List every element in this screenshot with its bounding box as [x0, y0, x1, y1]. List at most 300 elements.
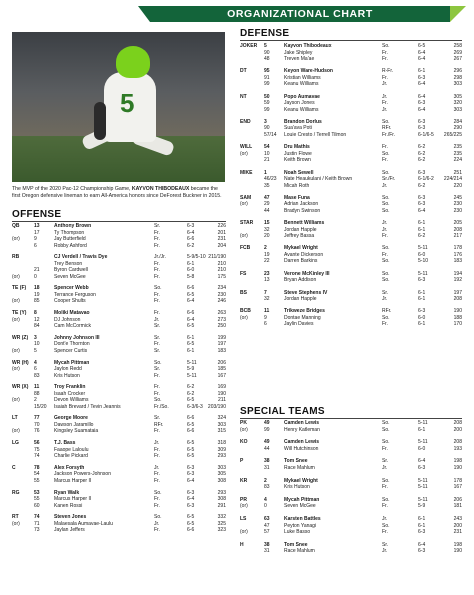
player-weight: 296	[453, 68, 462, 75]
player-weight: 318	[217, 440, 226, 447]
depth-note: (or)	[240, 314, 248, 321]
player-weight: 204	[217, 242, 226, 249]
player-height: 6-4	[418, 81, 426, 88]
player-weight: 303	[453, 106, 462, 113]
player-class: Fr.	[154, 527, 160, 534]
jersey-number: 54	[34, 471, 40, 478]
player-name: Kristian Williams	[284, 74, 321, 81]
player-height: 6-2	[418, 233, 426, 240]
jersey-number: 1	[264, 169, 267, 176]
player-name: Peyton Yanagi	[284, 522, 317, 529]
player-name: Seven McGee	[284, 503, 316, 510]
player-name: Keanu Williams	[284, 106, 319, 113]
photo-jersey-number: 5	[120, 88, 135, 118]
player-name: Bradyn Swinson	[284, 207, 321, 214]
player-class: Fr.	[382, 484, 388, 491]
player-name: Cooper Shults	[54, 298, 86, 305]
jersey-number: 55	[34, 496, 40, 502]
player-height: 5-11	[418, 496, 428, 503]
banner-corner-accent	[450, 6, 466, 22]
player-weight: 211	[218, 397, 226, 404]
player-weight: 183	[453, 258, 462, 265]
player-name: Jayson Jones	[284, 100, 315, 107]
player-weight: 308	[217, 496, 226, 502]
player-weight: 208	[453, 420, 462, 426]
player-weight: 217	[453, 233, 462, 240]
roster-row	[12, 373, 226, 380]
jersey-number: 6	[34, 242, 37, 249]
jersey-number: 23	[264, 270, 270, 277]
special-teams-heading: SPECIAL TEAMS	[240, 406, 462, 419]
player-name: Avante Dickerson	[284, 251, 324, 258]
position-label: H	[240, 541, 244, 548]
player-height: 6-4	[418, 458, 426, 465]
player-weight: 250	[217, 323, 226, 330]
position-label: FS	[240, 270, 247, 277]
player-name: Tom Snee	[284, 541, 308, 548]
jersey-number: 2	[34, 397, 37, 404]
roster-row	[12, 478, 226, 485]
position-label: SAM	[240, 194, 252, 201]
player-height: 6-4	[187, 316, 195, 323]
player-weight: 231	[217, 236, 226, 242]
player-height: 6-3	[418, 201, 426, 208]
position-label: KR	[240, 477, 248, 484]
player-class: So.	[382, 277, 390, 284]
player-name: Devon Williams	[54, 397, 89, 404]
player-height: 6-3	[418, 548, 426, 555]
player-class: So.	[154, 397, 162, 404]
player-weight: 235	[453, 144, 462, 151]
photo-helmet	[116, 46, 150, 78]
roster-row	[12, 348, 226, 355]
player-class: So.	[382, 118, 390, 125]
player-class: Fr.	[382, 321, 388, 328]
player-name: Jaylin Davies	[284, 321, 314, 328]
player-weight: 226	[217, 223, 226, 229]
position-label: BCB	[240, 308, 251, 315]
jersey-number: 50	[264, 93, 270, 100]
player-height: 6-2	[187, 390, 195, 397]
player-name: Kingsley Suamataia	[54, 428, 99, 435]
player-class: Sr.	[382, 541, 389, 548]
jersey-number: 19	[34, 291, 40, 298]
player-name: Isaah Crocker	[54, 390, 86, 397]
player-name: Race Mahlum	[284, 464, 315, 471]
roster-row	[240, 107, 462, 114]
player-name: Moliki Matavao	[54, 310, 90, 317]
position-label: WR (X)	[12, 384, 29, 391]
player-class: Fr.	[382, 74, 388, 81]
player-height: 6-1	[418, 321, 426, 328]
player-name: Mykael Wright	[284, 245, 318, 252]
player-name: Jackson Powers-Johnson	[54, 471, 111, 478]
player-class: Fr.	[154, 229, 160, 236]
player-height: 6-3	[187, 471, 195, 478]
player-height: 6-3	[187, 502, 195, 509]
player-class: R-Fr.	[382, 68, 394, 75]
jersey-number: 95	[264, 68, 270, 75]
player-class: Fr.	[154, 341, 160, 348]
player-name: Camden Lewis	[284, 439, 320, 446]
page-title: ORGANIZATIONAL CHART	[227, 8, 373, 20]
player-height: 6-1	[418, 516, 426, 522]
jersey-number: 57/14	[264, 131, 277, 138]
player-weight: 181	[453, 503, 462, 510]
player-height: 6-5	[187, 440, 195, 447]
player-height: 6-2	[418, 157, 426, 164]
player-class: Fr.	[154, 267, 160, 274]
player-height: 6-4	[418, 541, 426, 548]
player-class: Jr.	[382, 81, 388, 88]
caption-rest: became the first Oregon defensive lineman to earn All-America honors since DeForest Buckner in 2015.	[12, 186, 222, 199]
player-name: Jake Shipley	[284, 49, 313, 56]
player-class: So.	[382, 522, 390, 529]
player-height: 6-6	[187, 310, 195, 317]
player-weight: 208	[453, 226, 462, 233]
position-label: P	[240, 458, 244, 465]
player-height: 6-5	[187, 323, 195, 330]
player-weight: 230	[453, 207, 462, 214]
player-name: Isaiah Brevard / Tevin Jeannis	[54, 403, 121, 410]
photo-arm	[94, 102, 106, 140]
player-height: 6-4	[418, 106, 426, 113]
player-class: Jr.	[154, 316, 160, 323]
player-height: 6-5	[187, 453, 195, 460]
player-name: Cam McCormick	[54, 323, 91, 330]
player-weight: 220	[453, 182, 462, 189]
player-weight: 323	[217, 527, 226, 534]
jersey-number: 99	[264, 81, 270, 88]
depth-note: (or)	[12, 273, 20, 280]
roster-row	[240, 56, 462, 63]
player-class: Jr.	[154, 464, 160, 471]
player-weight: 332	[217, 514, 226, 521]
player-class: Fr.	[382, 49, 388, 56]
position-label: MIKE	[240, 169, 253, 176]
player-name: Dont'e Thornton	[54, 341, 90, 348]
player-name: Bryan Addison	[284, 277, 317, 284]
position-label: C	[12, 464, 16, 471]
player-height: 6-3	[418, 464, 426, 471]
player-name: George Moore	[54, 415, 88, 422]
position-label: LS	[240, 516, 247, 522]
jersey-number: 10	[34, 341, 40, 348]
player-height: 5-11	[418, 270, 428, 277]
player-height: 6-1	[418, 68, 426, 75]
player-height: 5-11	[418, 477, 428, 484]
depth-note: (or)	[12, 298, 20, 305]
player-height: 6-3	[418, 308, 426, 315]
roster-row	[240, 258, 462, 265]
player-height: 6-1	[418, 296, 426, 302]
player-name: Marcus Harper II	[54, 496, 92, 502]
player-height: 6-0	[418, 314, 426, 321]
player-weight: 190	[453, 548, 462, 555]
player-height: 6-3/6-3	[187, 403, 203, 410]
player-class: So.	[154, 489, 162, 496]
player-class: So.	[382, 169, 390, 176]
player-height: 5-11	[418, 420, 428, 426]
player-weight: 246	[217, 298, 226, 305]
player-class: Fr.	[154, 446, 160, 453]
player-name: Mycah Pittman	[284, 496, 320, 503]
player-name: Ty Thompson	[54, 229, 85, 236]
player-height: 6-1	[418, 522, 426, 529]
player-class: RFr.	[382, 308, 392, 315]
player-weight: 206	[453, 496, 462, 503]
jersey-number: 63	[264, 516, 270, 522]
player-class: So.	[382, 270, 390, 277]
player-height: 5-11	[187, 372, 197, 379]
depth-note: (or)	[12, 428, 20, 435]
player-name: Jay Butterfield	[54, 236, 86, 242]
player-class: Jr.	[382, 296, 388, 302]
jersey-number: 6	[264, 321, 267, 328]
caption-lead: The MVP of the 2020 Pac-12 Championship Game,	[12, 186, 132, 192]
player-name: Jaylon Redd	[54, 366, 82, 372]
depth-note: (or)	[240, 150, 248, 157]
jersey-number: 13	[34, 223, 40, 229]
player-name: Nate Heaukulani / Keith Brown	[284, 176, 353, 182]
player-weight: 178	[453, 477, 462, 484]
banner-angle	[138, 6, 150, 22]
roster-row	[240, 484, 462, 491]
player-weight: 200	[453, 522, 462, 529]
roster-row	[12, 323, 226, 330]
player-height: 6-3	[418, 125, 426, 132]
player-class: Fr./Fr.	[382, 131, 396, 138]
player-height: 6-6	[187, 285, 195, 292]
player-height: 6-2	[418, 144, 426, 151]
player-weight: 211/190	[208, 254, 226, 261]
jersey-number: 84	[34, 323, 40, 330]
jersey-number: 48	[264, 56, 270, 62]
player-height: 6-4	[187, 477, 195, 484]
roster-row	[240, 446, 462, 453]
player-class: So.	[382, 43, 390, 49]
jersey-number: 18	[34, 285, 40, 292]
player-class: Fr.	[154, 236, 160, 242]
position-label: RB	[12, 254, 20, 261]
player-weight: 224/214	[443, 176, 462, 182]
roster-row	[240, 183, 462, 190]
photo-field	[12, 136, 225, 182]
jersey-number: 4	[34, 359, 37, 366]
player-height: 6-5	[187, 291, 195, 298]
player-weight: 303	[217, 421, 226, 428]
player-class: Fr.	[382, 251, 388, 258]
player-weight: 231	[453, 529, 462, 535]
player-height: 6-1	[418, 426, 426, 433]
player-weight: 320	[453, 100, 462, 107]
player-class: So.	[382, 245, 390, 252]
position-label: DT	[240, 68, 247, 75]
roster-row	[12, 453, 226, 460]
jersey-number: 11	[264, 308, 270, 315]
jersey-number: 88	[34, 390, 40, 397]
roster-row	[240, 208, 462, 215]
jersey-number: 15	[264, 220, 270, 227]
jersey-number: 99	[264, 106, 270, 113]
player-weight: 303	[453, 81, 462, 88]
jersey-number: 53	[34, 489, 40, 496]
player-weight: 190	[217, 390, 226, 397]
jersey-number: 74	[34, 514, 40, 521]
player-height: 6-4	[187, 298, 195, 305]
player-weight: 183	[217, 347, 226, 354]
player-name: Noah Sewell	[284, 169, 314, 176]
player-name: Ryan Walk	[54, 489, 80, 496]
player-name: Anthony Brown	[54, 223, 92, 229]
player-name: DJ Johnson	[54, 316, 81, 323]
roster-row	[240, 465, 462, 472]
player-class: Fr.	[154, 477, 160, 484]
player-height: 6-2	[418, 182, 426, 189]
player-class: Sr.	[154, 347, 161, 354]
depth-note: (or)	[240, 503, 248, 510]
jersey-number: 8	[34, 310, 37, 317]
player-name: Keanu Williams	[284, 81, 319, 88]
depth-note: (or)	[12, 347, 20, 354]
jersey-number: 83	[34, 372, 40, 379]
player-height: 6-3	[187, 464, 195, 471]
roster-row	[240, 296, 462, 303]
player-height: 6-4	[418, 56, 426, 62]
jersey-number: 76	[34, 428, 40, 435]
player-class: Jr.	[382, 220, 388, 227]
player-height: 6-4	[187, 496, 195, 502]
player-class: Jr./Jr.	[154, 254, 166, 261]
roster-row	[12, 274, 226, 281]
player-class: Sr.	[154, 323, 161, 330]
jersey-number: 91	[264, 74, 270, 81]
position-label: TE (F)	[12, 285, 27, 292]
jersey-number: 5	[264, 43, 267, 49]
roster-row	[240, 427, 462, 434]
player-weight: 210	[217, 260, 226, 267]
player-weight: 230	[217, 291, 226, 298]
player-height: 6-6	[187, 415, 195, 422]
player-weight: 235	[453, 150, 462, 157]
player-name: Luke Basso	[284, 529, 311, 535]
player-class: Jr.	[154, 520, 160, 527]
roster-row	[12, 428, 226, 435]
roster-row	[240, 81, 462, 88]
roster-row	[12, 503, 226, 510]
player-weight: 263	[217, 310, 226, 317]
player-class: Fr.	[154, 390, 160, 397]
player-height: 6-6	[187, 527, 195, 534]
player-weight: 190	[453, 464, 462, 471]
position-label: RG	[12, 489, 20, 496]
player-name: Alex Forsyth	[54, 464, 85, 471]
caption-name: KAYVON THIBODEAUX	[131, 186, 190, 192]
player-height: 6-3	[418, 277, 426, 284]
player-weight: 167	[217, 372, 226, 379]
jersey-number: 6	[34, 366, 37, 372]
player-name: Terrance Ferguson	[54, 291, 96, 298]
player-name: Sua'ava Poti	[284, 125, 312, 132]
player-name: Jordan Happle	[284, 296, 317, 302]
jersey-number: 10	[264, 150, 270, 157]
player-height: 6-3	[418, 169, 426, 176]
jersey-number: 44	[264, 207, 270, 214]
player-name: Darren Barkins	[284, 258, 318, 265]
player-name: Byron Cardwell	[54, 267, 88, 274]
player-height: 6-2	[418, 150, 426, 157]
player-name: Bennett Williams	[284, 220, 325, 227]
player-class: So.	[154, 514, 162, 521]
jersey-number: 99	[264, 426, 270, 433]
jersey-number: 59	[264, 100, 270, 107]
player-height: 6-1	[418, 220, 426, 227]
player-weight: 298	[453, 74, 462, 81]
player-weight: 305	[217, 471, 226, 478]
player-height: 6-4	[418, 49, 426, 56]
player-height: 6-4	[418, 93, 426, 100]
player-class: So.	[382, 207, 390, 214]
position-label: QB	[12, 223, 20, 229]
jersey-number: 31	[264, 464, 270, 471]
depth-note: (or)	[240, 233, 248, 240]
player-height: 6-0	[418, 251, 426, 258]
jersey-number: 17	[34, 229, 40, 236]
player-class: So.	[382, 150, 390, 157]
player-weight: 309	[217, 446, 226, 453]
player-weight: 190	[453, 308, 462, 315]
player-height: 6-1	[187, 260, 195, 267]
player-name: Faaope Laloulu	[54, 446, 89, 453]
player-class: Jr.	[382, 226, 388, 233]
player-weight: 269	[453, 49, 462, 56]
player-name: Treven Ma'ae	[284, 56, 315, 62]
jersey-number: 73	[34, 527, 40, 534]
player-weight: 251	[453, 169, 462, 176]
player-class: Jr.	[382, 106, 388, 113]
photo-caption	[12, 186, 226, 200]
player-name: Adrian Jackson	[284, 201, 319, 208]
player-height: 5-9/5-10	[187, 254, 206, 261]
player-weight: 185	[217, 366, 226, 372]
jersey-number: 3	[34, 334, 37, 341]
player-name: Justin Flowe	[284, 150, 312, 157]
player-class: So.	[154, 285, 162, 292]
jersey-number: 47	[264, 194, 270, 201]
roster-row	[240, 233, 462, 240]
player-weight: 325	[217, 520, 226, 527]
player-name: Steven Jones	[54, 514, 87, 521]
player-height: 6-0	[187, 267, 195, 274]
player-class: Fr.	[382, 100, 388, 107]
player-class: Fr.	[382, 503, 388, 510]
player-weight: 208	[453, 439, 462, 446]
jersey-number: 71	[34, 520, 40, 527]
player-height: 6-1	[187, 334, 195, 341]
player-class: Sr.	[154, 415, 161, 422]
jersey-number: 9	[264, 314, 267, 321]
player-name: Charlie Pickard	[54, 453, 88, 460]
player-height: 6-6	[187, 236, 195, 242]
player-height: 5-11	[418, 484, 428, 491]
player-class: So.	[382, 314, 390, 321]
player-class: So.	[382, 194, 390, 201]
player-weight: 198	[453, 541, 462, 548]
player-name: Henry Katleman	[284, 426, 320, 433]
position-label: RT	[12, 514, 19, 521]
depth-note: (or)	[12, 316, 20, 323]
position-label: FCB	[240, 245, 251, 252]
